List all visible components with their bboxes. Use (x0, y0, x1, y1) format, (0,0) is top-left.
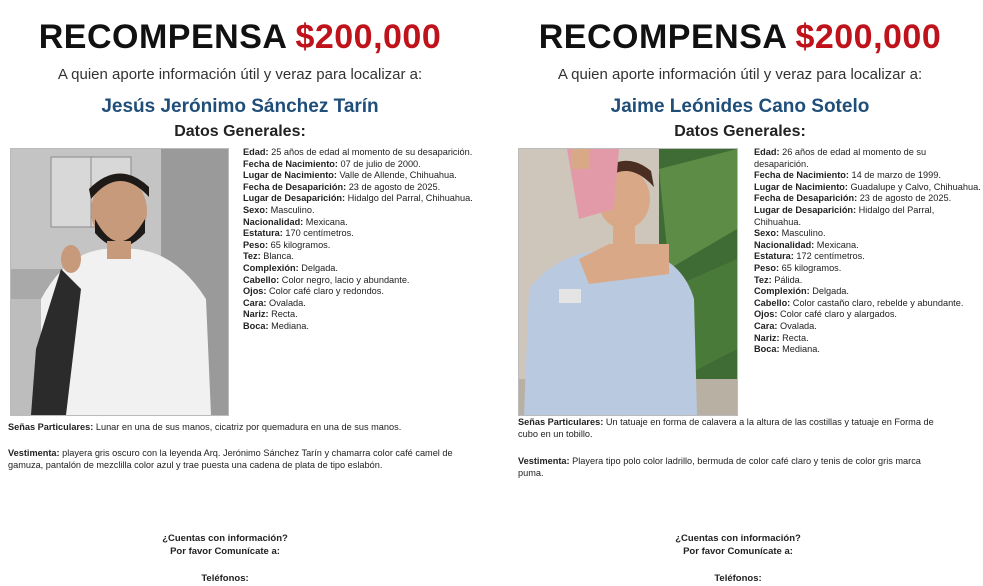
contact-question: ¿Cuentas con información? (162, 533, 288, 544)
detail-nationality: Nacionalidad: Mexicana. (243, 216, 348, 227)
detail-age: Edad: 25 años de edad al momento de su desaparición. (243, 147, 473, 157)
general-data-list (243, 147, 473, 333)
reward-headline (0, 18, 480, 57)
detail-complexion-tone: Tez: Blanca. (243, 251, 294, 262)
detail-sex: Sexo: Masculino. (754, 228, 826, 239)
detail-height: Estatura: 172 centímetros. (754, 251, 865, 262)
detail-mouth: Boca: Mediana. (243, 320, 309, 331)
detail-build: Complexión: Delgada. (243, 262, 338, 273)
section-title: Datos Generales: (174, 123, 306, 140)
detail-mouth: Boca: Mediana. (754, 344, 820, 355)
reward-amount: $200,000 (295, 18, 442, 56)
detail-birth-place: Lugar de Nacimiento: Guadalupe y Calvo, Chihuahua. (754, 181, 981, 192)
person-photo (10, 148, 229, 416)
detail-eyes: Ojos: Color café claro y alargados. (754, 309, 897, 320)
detail-height: Estatura: 170 centímetros. (243, 228, 354, 239)
distinguishing-marks: Señas Particulares: Un tatuaje en forma de calavera a la altura de las costillas y tatuaje en Forma de cubo en un tobillo. (518, 417, 934, 439)
detail-disappearance-place: Lugar de Desaparición: Hidalgo del Parral, Chihuahua. (754, 204, 935, 227)
detail-weight: Peso: 65 kilogramos. (754, 262, 842, 273)
contact-phones-label: Teléfonos: (714, 573, 762, 584)
detail-sex: Sexo: Masculino. (243, 204, 315, 215)
detail-disappearance-date: Fecha de Desaparición: 23 de agosto de 2025. (243, 181, 441, 192)
poster-left (0, 0, 480, 586)
section-title: Datos Generales: (674, 123, 806, 140)
reward-subline: A quien aporte información útil y veraz para localizar a: (57, 66, 423, 83)
detail-build: Complexión: Delgada. (754, 286, 849, 297)
contact-block (498, 532, 978, 558)
reward-amount: $200,000 (795, 18, 942, 56)
contact-call: Por favor Comunícate a: (683, 546, 793, 557)
general-data-list (754, 147, 982, 356)
detail-birth-date: Fecha de Nacimiento: 07 de julio de 2000. (243, 158, 421, 169)
contact-call: Por favor Comunícate a: (170, 546, 280, 557)
detail-weight: Peso: 65 kilogramos. (243, 239, 331, 250)
reward-headline (500, 18, 980, 57)
detail-disappearance-date: Fecha de Desaparición: 23 de agosto de 2025. (754, 193, 952, 204)
contact-block (0, 532, 465, 558)
missing-person-name: Jaime Leónides Cano Sotelo (610, 96, 870, 117)
missing-person-name: Jesús Jerónimo Sánchez Tarín (101, 96, 379, 117)
clothing-description: Vestimenta: playera gris oscuro con la leyenda Arq. Jerónimo Sánchez Tarín y chamarra color café camel de gamuza, pantalón de mezclilla color azul y trae puesta una cadena de plata de tipo eslabón. (8, 448, 453, 470)
poster-right (500, 0, 980, 586)
detail-age: Edad: 26 años de edad al momento de su desaparición. (754, 147, 927, 169)
distinguishing-marks: Señas Particulares: Lunar en una de sus manos, cicatriz por quemadura en una de sus manos. (8, 422, 402, 432)
detail-face: Cara: Ovalada. (754, 320, 817, 331)
reward-word: RECOMPENSA (538, 18, 788, 56)
person-photo (518, 148, 738, 416)
detail-nose: Nariz: Recta. (754, 332, 809, 343)
detail-nose: Nariz: Recta. (243, 309, 298, 320)
contact-phones-label: Teléfonos: (201, 573, 249, 584)
detail-birth-place: Lugar de Nacimiento: Valle de Allende, Chihuahua. (243, 170, 457, 181)
detail-complexion-tone: Tez: Pálida. (754, 274, 803, 285)
detail-hair: Cabello: Color negro, lacio y abundante. (243, 274, 410, 285)
detail-eyes: Ojos: Color café claro y redondos. (243, 286, 384, 297)
clothing-description: Vestimenta: Playera tipo polo color ladrillo, bermuda de color café claro y tenis de color gris marca puma. (518, 456, 921, 478)
reward-subline: A quien aporte información útil y veraz para localizar a: (557, 66, 923, 83)
reward-word: RECOMPENSA (38, 18, 288, 56)
contact-question: ¿Cuentas con información? (675, 533, 801, 544)
detail-face: Cara: Ovalada. (243, 297, 306, 308)
detail-birth-date: Fecha de Nacimiento: 14 de marzo de 1999. (754, 170, 941, 181)
detail-nationality: Nacionalidad: Mexicana. (754, 239, 859, 250)
detail-disappearance-place: Lugar de Desaparición: Hidalgo del Parral, Chihuahua. (243, 193, 473, 204)
detail-hair: Cabello: Color castaño claro, rebelde y abundante. (754, 297, 964, 308)
